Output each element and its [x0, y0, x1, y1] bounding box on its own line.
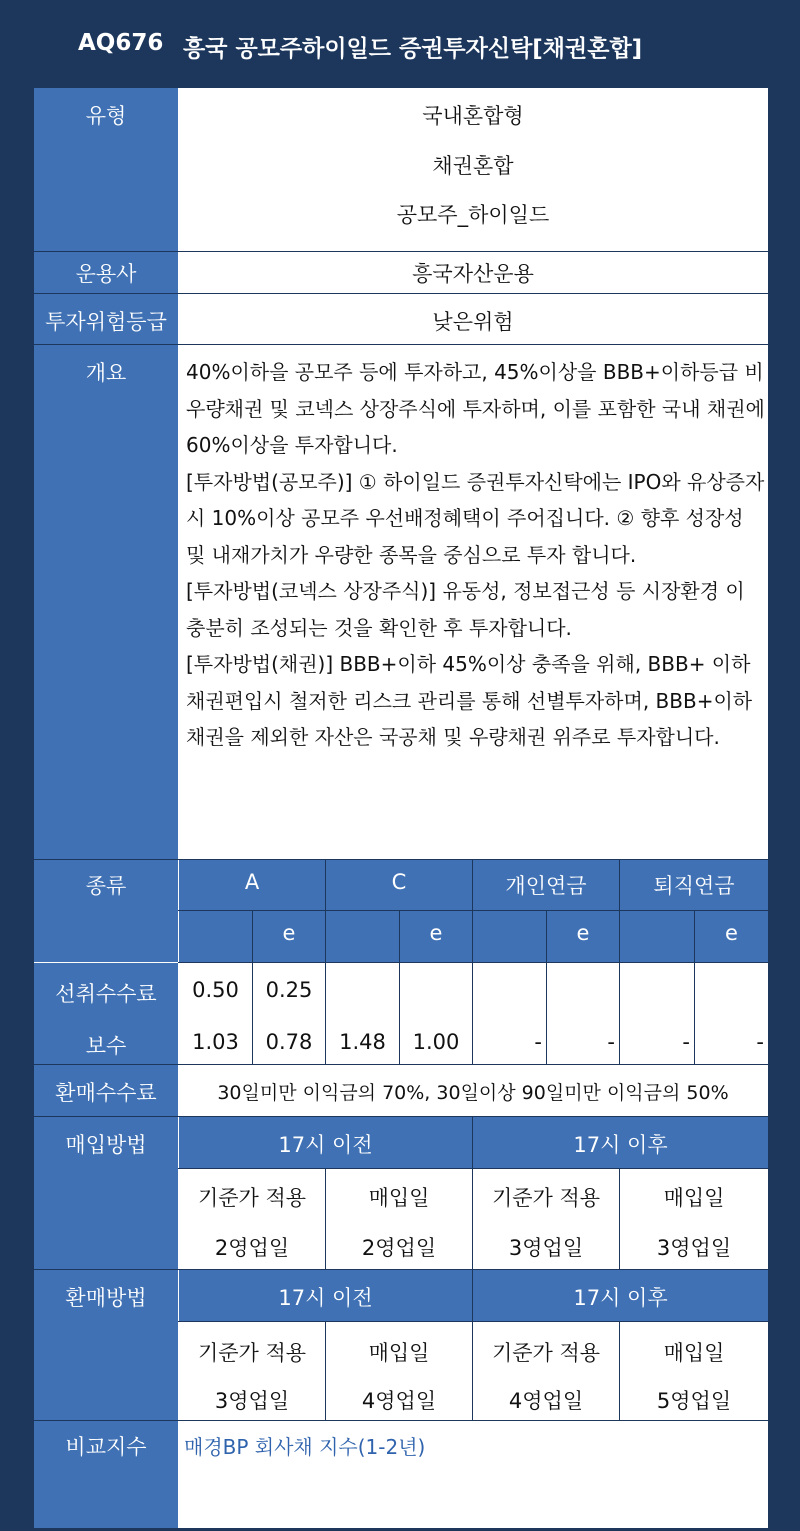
- type-value-2: 채권혼합: [432, 154, 514, 178]
- type-value-3: 공모주_하이일드: [396, 203, 550, 227]
- redemption-col-2: 매입일: [368, 1341, 430, 1365]
- pay-personal-e: -: [607, 1030, 615, 1054]
- pay-ce: 1.00: [412, 1030, 460, 1054]
- redemption-before: 17시 이전: [179, 1270, 472, 1321]
- overview-label: 개요: [34, 345, 178, 859]
- purchase-col-4: 매입일: [663, 1186, 725, 1210]
- purchase-val-1: 2영업일: [214, 1236, 290, 1260]
- manager-value: 흥국자산운용: [412, 262, 534, 286]
- fund-code: AQ676: [78, 30, 164, 56]
- class-sub-blank-1: [179, 911, 252, 962]
- class-sub-e-2: e: [400, 911, 472, 962]
- overview-paragraph-4: [투자방법(채권)] BBB+이하 45%이상 충족을 위해, BBB+ 이하 채권편입시 철저한 리스크 관리를 통해 선별투자하며, BBB+이하 채권을 제외한 자산은 국공채 및 우량채권 위주로 투자합니다.: [186, 652, 753, 749]
- overview-paragraph-3: [투자방법(코넥스 상장주식)] 유동성, 정보접근성 등 시장환경 이 충분히 조성되는 것을 확인한 후 투자합니다.: [186, 579, 745, 640]
- front-load-ae: 0.25: [265, 978, 313, 1002]
- redemption-val-3: 4영업일: [508, 1389, 584, 1413]
- redemption-fee-value: 30일미만 이익금의 70%, 30일이상 90일미만 이익금의 50%: [217, 1082, 729, 1104]
- redemption-after: 17시 이후: [473, 1270, 768, 1321]
- redemption-fee-label: 환매수수료: [34, 1065, 178, 1116]
- pay-a: 1.03: [192, 1030, 239, 1054]
- redemption-col-3: 기준가 적용: [491, 1341, 601, 1365]
- pay-c: 1.48: [339, 1030, 386, 1054]
- overview-paragraph-1: 40%이하을 공모주 등에 투자하고, 45%이상을 BBB+이하등급 비우량채권 및 코넥스 상장주식에 투자하며, 이를 포함한 국내 채권에 60%이상을 투자합니다.: [186, 360, 765, 457]
- risk-value: 낮은위험: [432, 310, 514, 334]
- overview-body: [186, 354, 766, 756]
- benchmark-label: 비교지수: [34, 1421, 178, 1528]
- class-sub-blank-2: [326, 911, 399, 962]
- class-group-retirement-pension: 퇴직연금: [620, 860, 768, 910]
- fund-name: 흥국 공모주하이일드 증권투자신탁[채권혼합]: [183, 36, 643, 62]
- overview-paragraph-2: [투자방법(공모주)] ① 하이일드 증권투자신탁에는 IPO와 유상증자시 10%이상 공모주 우선배정혜택이 주어집니다. ② 향후 성장성 및 내재가치가 우량한 종목을 중심으로 투자 합니다.: [186, 469, 765, 567]
- purchase-col-1: 기준가 적용: [197, 1186, 307, 1210]
- redemption-col-1: 기준가 적용: [197, 1341, 307, 1365]
- purchase-val-3: 3영업일: [508, 1236, 584, 1260]
- purchase-val-2: 2영업일: [361, 1236, 437, 1260]
- redemption-col-4: 매입일: [663, 1341, 725, 1365]
- type-value-1: 국내혼합형: [422, 104, 524, 128]
- purchase-col-3: 기준가 적용: [491, 1186, 601, 1210]
- pay-ae: 0.78: [265, 1030, 313, 1054]
- class-group-personal-pension: 개인연금: [473, 860, 619, 910]
- risk-label: 투자위험등급: [34, 294, 178, 344]
- benchmark-value: 매경BP 회사채 지수(1-2년): [184, 1435, 426, 1459]
- redemption-val-2: 4영업일: [361, 1389, 437, 1413]
- purchase-label: 매입방법: [34, 1117, 178, 1269]
- fund-info-table: [34, 88, 768, 1528]
- pay-retirement: -: [682, 1030, 690, 1054]
- class-sub-e-4: e: [695, 911, 768, 962]
- pay-label: 보수: [85, 1034, 127, 1058]
- pay-personal: -: [534, 1030, 542, 1054]
- class-label: 종류: [34, 860, 178, 962]
- class-sub-e-3: e: [547, 911, 619, 962]
- purchase-after: 17시 이후: [473, 1117, 768, 1168]
- front-load-a: 0.50: [192, 978, 239, 1002]
- manager-label: 운용사: [34, 252, 178, 293]
- class-sub-e-1: e: [253, 911, 325, 962]
- pay-retirement-e: -: [756, 1030, 764, 1054]
- redemption-val-4: 5영업일: [656, 1389, 732, 1413]
- purchase-col-2: 매입일: [368, 1186, 430, 1210]
- class-group-c: C: [326, 860, 472, 910]
- type-label: 유형: [34, 88, 178, 251]
- front-load-label: 선취수수료: [55, 982, 157, 1006]
- purchase-val-4: 3영업일: [656, 1236, 732, 1260]
- fund-header: [0, 0, 800, 88]
- redemption-val-1: 3영업일: [214, 1389, 290, 1413]
- redemption-label: 환매방법: [34, 1270, 178, 1420]
- class-sub-blank-4: [620, 911, 694, 962]
- purchase-before: 17시 이전: [179, 1117, 472, 1168]
- class-group-a: A: [179, 860, 325, 910]
- class-sub-blank-3: [473, 911, 546, 962]
